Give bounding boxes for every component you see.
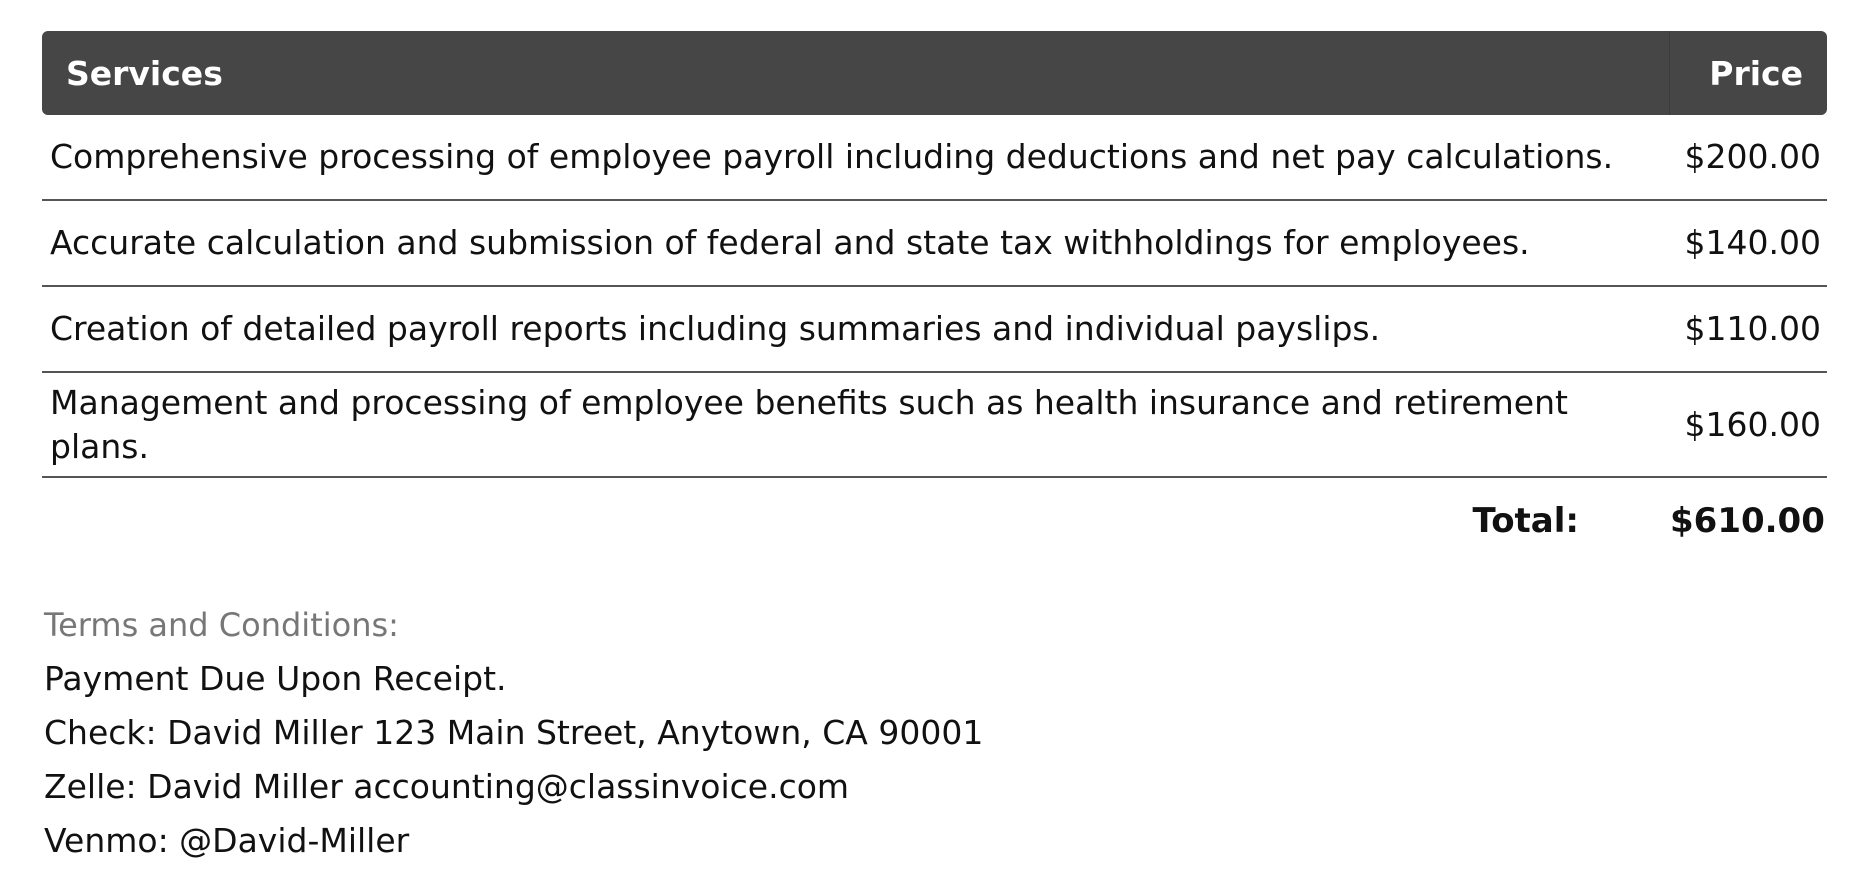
- services-table: [42, 31, 1827, 564]
- terms-section: [44, 598, 1444, 868]
- payment-due-text: Payment Due Upon Receipt.: [44, 659, 507, 698]
- total-label: Total:: [1472, 501, 1579, 541]
- services-column-header: Services: [42, 31, 1669, 115]
- venmo-payment-text: Venmo: @David-Miller: [44, 821, 410, 860]
- service-description: Comprehensive processing of employee payroll including deductions and net pay calculations.: [42, 115, 1669, 200]
- terms-heading: Terms and Conditions:: [44, 606, 399, 644]
- service-description: Management and processing of employee benefits such as health insurance and retirement plans.: [42, 372, 1669, 477]
- table-row: [42, 372, 1827, 477]
- service-price: $140.00: [1669, 200, 1827, 286]
- service-price: $200.00: [1669, 115, 1827, 200]
- table-row: [42, 286, 1827, 372]
- table-row: [42, 115, 1827, 200]
- check-payment-text: Check: David Miller 123 Main Street, Anytown, CA 90001: [44, 713, 984, 752]
- service-price: $160.00: [1669, 372, 1827, 477]
- service-description: Creation of detailed payroll reports including summaries and individual payslips.: [42, 286, 1669, 372]
- total-value: $610.00: [1670, 501, 1825, 541]
- price-column-header: Price: [1669, 31, 1827, 115]
- service-description: Accurate calculation and submission of federal and state tax withholdings for employees.: [42, 200, 1669, 286]
- service-price: $110.00: [1669, 286, 1827, 372]
- zelle-payment-text: Zelle: David Miller accounting@classinvoice.com: [44, 767, 850, 806]
- table-row: [42, 200, 1827, 286]
- table-header-row: [42, 31, 1827, 115]
- total-row: [42, 477, 1827, 564]
